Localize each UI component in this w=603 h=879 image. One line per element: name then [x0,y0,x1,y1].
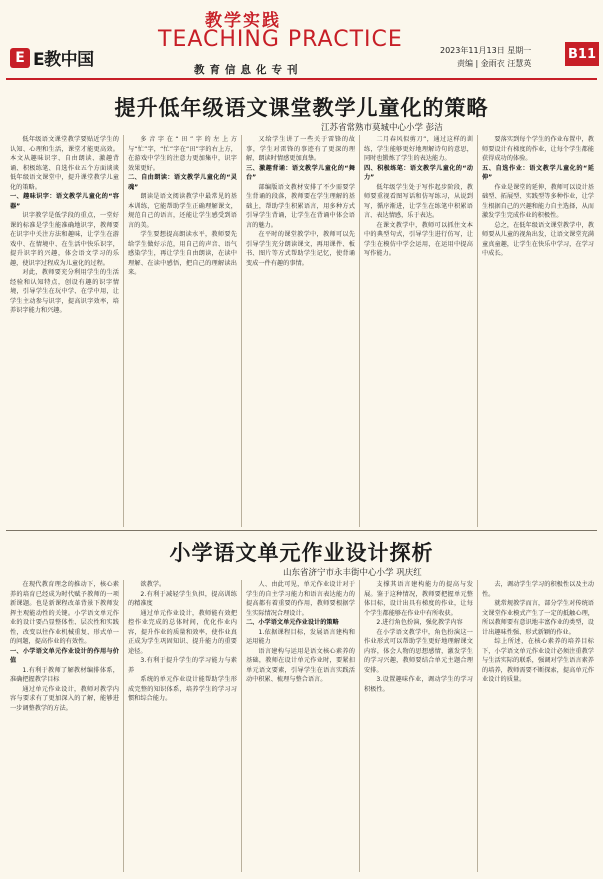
body-paragraph: 2.进行角色扮演，强化教学内容 [376,619,463,626]
masthead-rule [6,78,597,80]
body-paragraph: 在课文教学中，教师可以抓住文本中的典型句式，引导学生进行仿写，让学生在模仿中学会运用，在运用中提高写作能力。 [364,221,473,257]
editor-line: 责编 | 金雨衣 汪慧英 [457,59,532,68]
body-paragraph: 3.有利于提升学生的学习能力与素养 [128,657,237,674]
body-paragraph: 在现代教育理念的推动下，核心素养的培育已经成为时代赋予教师的一项新课题。也是新课程改革背景下教师发挥主观能动性的关键。小学语文单元作业的设计要凸显整体性、层次性和实践性，改变以往作业机械重复、形式单一的问题，提高作业的有效性。 [10,581,119,645]
body-paragraph: 在平时的课堂教学中，教师可以先引导学生充分朗读课文，再用课件、板书、图片等方式帮助学生记忆，使背诵变成一件有趣的事情。 [246,231,355,267]
body-paragraph: 支撑其语言建构能力的提高与发展。鉴于这种情况，教师要把握单元整体目标，设计出具有梯度的作业，让每个学生都能够在作业中有所收获。 [364,581,473,617]
article2-column-4 [364,580,473,872]
column-divider [123,580,124,872]
body-paragraph: 又给学生讲了一些关于雷锋的故事，学生对雷锋的事迹有了更深的理解，朗读时情感更加真挚。 [246,136,355,162]
body-paragraph: 人、由此可见，单元作业设计对于学生的自主学习能力和语言表达能力的提高都有着重要的作用，教师要根据学生实际情况合理设计。 [246,581,355,617]
column-divider [477,135,478,527]
body-paragraph: 低年级语文课堂教学要贴近学生的认知、心理和生活，课堂才能更高效。本文从趣味识字、自由朗读、激趣背诵、积极练笔、自选作业五个方面谈谈低年级语文课堂中，提升课堂教学儿童化的策略。 [10,136,119,191]
article1-column-5 [482,135,594,527]
body-paragraph: 学生要想提高朗读水平，教师要先给学生做好示范，用自己的声音、语气感染学生，再让学生自由朗读，在读中理解、在读中感悟，把自己的理解读出来。 [128,231,237,276]
body-paragraph: 2.有利于减轻学生负担，提高训练的精准度 [128,590,237,607]
body-paragraph: 对此，教师要充分利用学生的生活经验和认知特点，创设有趣的识字情境，引导学生在玩中学、在学中用，让学生主动参与识字，提高识字效率，培养识字能力和兴趣。 [10,269,119,314]
column-divider [241,580,242,872]
section-heading: 四、积极练笔：语文教学儿童化的“动力” [364,164,473,181]
column-divider [359,580,360,872]
body-paragraph: 识字教学是低学段的重点，一堂好课的标准是学生能准确地识字，教师要在识字中关注方法和趣味，让学生在游戏中、在情境中、在生活中快乐识字，提升识字的兴趣，体会语文学习的乐趣，使识字过程成为儿童化的过程。 [10,212,119,267]
logo-mark: E [10,48,30,68]
body-paragraph: 去，调动学生学习的积极性以及主动性。 [482,581,594,598]
column-title-cn: 教学实践 [205,11,281,31]
article-separator [6,530,597,531]
article2-byline: 山东省济宁市永丰街中心小学 巩庆红 [283,568,422,578]
article2-column-1 [10,580,119,872]
body-paragraph: 语言建构与运用是语文核心素养的基础，教师在设计单元作业时，要紧扣单元语文要素，引导学生在语言实践活动中积累、梳理与整合语言。 [246,647,355,683]
body-paragraph: 通过单元作业设计，教师能有效把控作业完成的总体时间，优化作业内容，提升作业的质量和效率，使作业真正成为学生巩固知识、提升能力的重要途径。 [128,609,237,655]
body-paragraph: 1.依据课程目标，发展语言建构和运用能力 [246,628,355,645]
date-line: 2023年11月13日 星期一 [440,46,532,55]
article1-column-4 [364,135,473,527]
article1-title: 提升低年级语文课堂教学儿童化的策略 [114,96,489,120]
section-heading: 三、激趣背诵：语文教学儿童化的“舞台” [246,164,355,181]
body-paragraph: 就常规教学而言，部分学生对传统语文课堂作业模式产生了一定的抵触心理，所以教师要有意识地丰富作业的类型，设计出趣味性强、形式新颖的作业。 [482,600,594,636]
article2-column-5 [482,580,594,872]
article2-column-3 [246,580,355,872]
article1-byline: 江苏省常熟市莫城中心小学 彭洁 [321,123,443,133]
body-paragraph: 部编版语文教材安排了不少需要学生背诵的段落，教师要在学生理解的基础上，帮助学生积累语言，用多种方式引导学生背诵，让学生在背诵中体会语言的魅力。 [246,183,355,229]
column-divider [359,135,360,527]
body-paragraph: 系统的单元作业设计能帮助学生形成完整的知识体系，培养学生的学习习惯和综合能力。 [128,676,237,702]
column-divider [123,135,124,527]
body-paragraph: 要落实到每个学生的作业布置中，教师要设计有梯度的作业，让每个学生都能获得成功的体验。 [482,136,594,162]
body-paragraph: 作业是课堂的延伸，教师可以设计基础型、拓展型、实践型等多种作业，让学生根据自己的兴趣和能力自主选择，从而激发学生完成作业的积极性。 [482,183,594,219]
section-heading: 二、自由朗读：语文教学儿童化的“灵魂” [128,174,237,191]
article1-column-3 [246,135,355,527]
body-paragraph: 欲教学。 [140,581,166,588]
logo-text: E教中国 [33,50,94,70]
body-paragraph: 总之，在低年级语文课堂教学中，教师要从儿童的视角出发，让语文课堂充满童真童趣，让学生在快乐中学习，在学习中成长。 [482,221,594,257]
page-number-badge: B11 [565,42,599,66]
section-heading: 一、趣味识字：语文教学儿童化的“容器” [10,193,119,210]
article2-title: 小学语文单元作业设计探析 [169,541,434,565]
section-heading: 二、小学语文单元作业设计的策略 [246,619,339,626]
section-heading: 五、自选作业：语文教学儿童化的“延伸” [482,164,594,181]
article1-column-1 [10,135,119,527]
article1-column-2 [128,135,237,527]
column-divider [477,580,478,872]
body-paragraph: 3.设置趣味作业，调动学生的学习积极性。 [364,676,473,693]
body-paragraph: 在小学语文教学中，角色扮演这一作业形式可以帮助学生更好地理解课文内容，体会人物的思想感情，激发学生的学习兴趣，教师要结合单元主题合理安排。 [364,628,473,674]
body-paragraph: 1.有利于教师了解教材编排体系，准确把握教学目标 [10,666,119,683]
section-heading: 一、小学语文单元作业设计的作用与价值 [10,647,119,664]
body-paragraph: 二月春风似剪刀”，通过这样的训练，学生能够更好地理解诗句的意思，同时也锻炼了学生的表达能力。 [364,136,473,162]
body-paragraph: 多音字在“田”字的左上方与“忙”字，“忙”字在“田”字的右上方，在游戏中学生的注意力更加集中，识字效果更好。 [128,136,237,172]
column-divider [241,135,242,527]
article2-column-2 [128,580,237,872]
column-title-en: TEACHING PRACTICE [158,27,403,52]
publication-logo [10,45,94,70]
body-paragraph: 低年级学生处于写作起步阶段，教师要重视看图写话和仿写练习，从说到写，循序渐进，让学生在练笔中积累语言、表达情感，乐于表达。 [364,183,473,219]
column-subtitle: 教育信息化专刊 [194,64,303,76]
body-paragraph: 通过单元作业设计，教师对教学内容与要求有了更加深入的了解，能够进一步调整教学的方法。 [10,685,119,712]
body-paragraph: 朗读是语文阅读教学中最常见的基本训练，它能帮助学生正确理解课文，规范自己的语言，还能让学生感受到语言的美。 [128,193,237,229]
body-paragraph: 综上所述，在核心素养的培养目标下，小学语文单元作业设计必须注重教学与生活实际的联系，强调对学生语言素养的培养，教师需要不断探索，提高单元作业设计的质量。 [482,638,594,683]
